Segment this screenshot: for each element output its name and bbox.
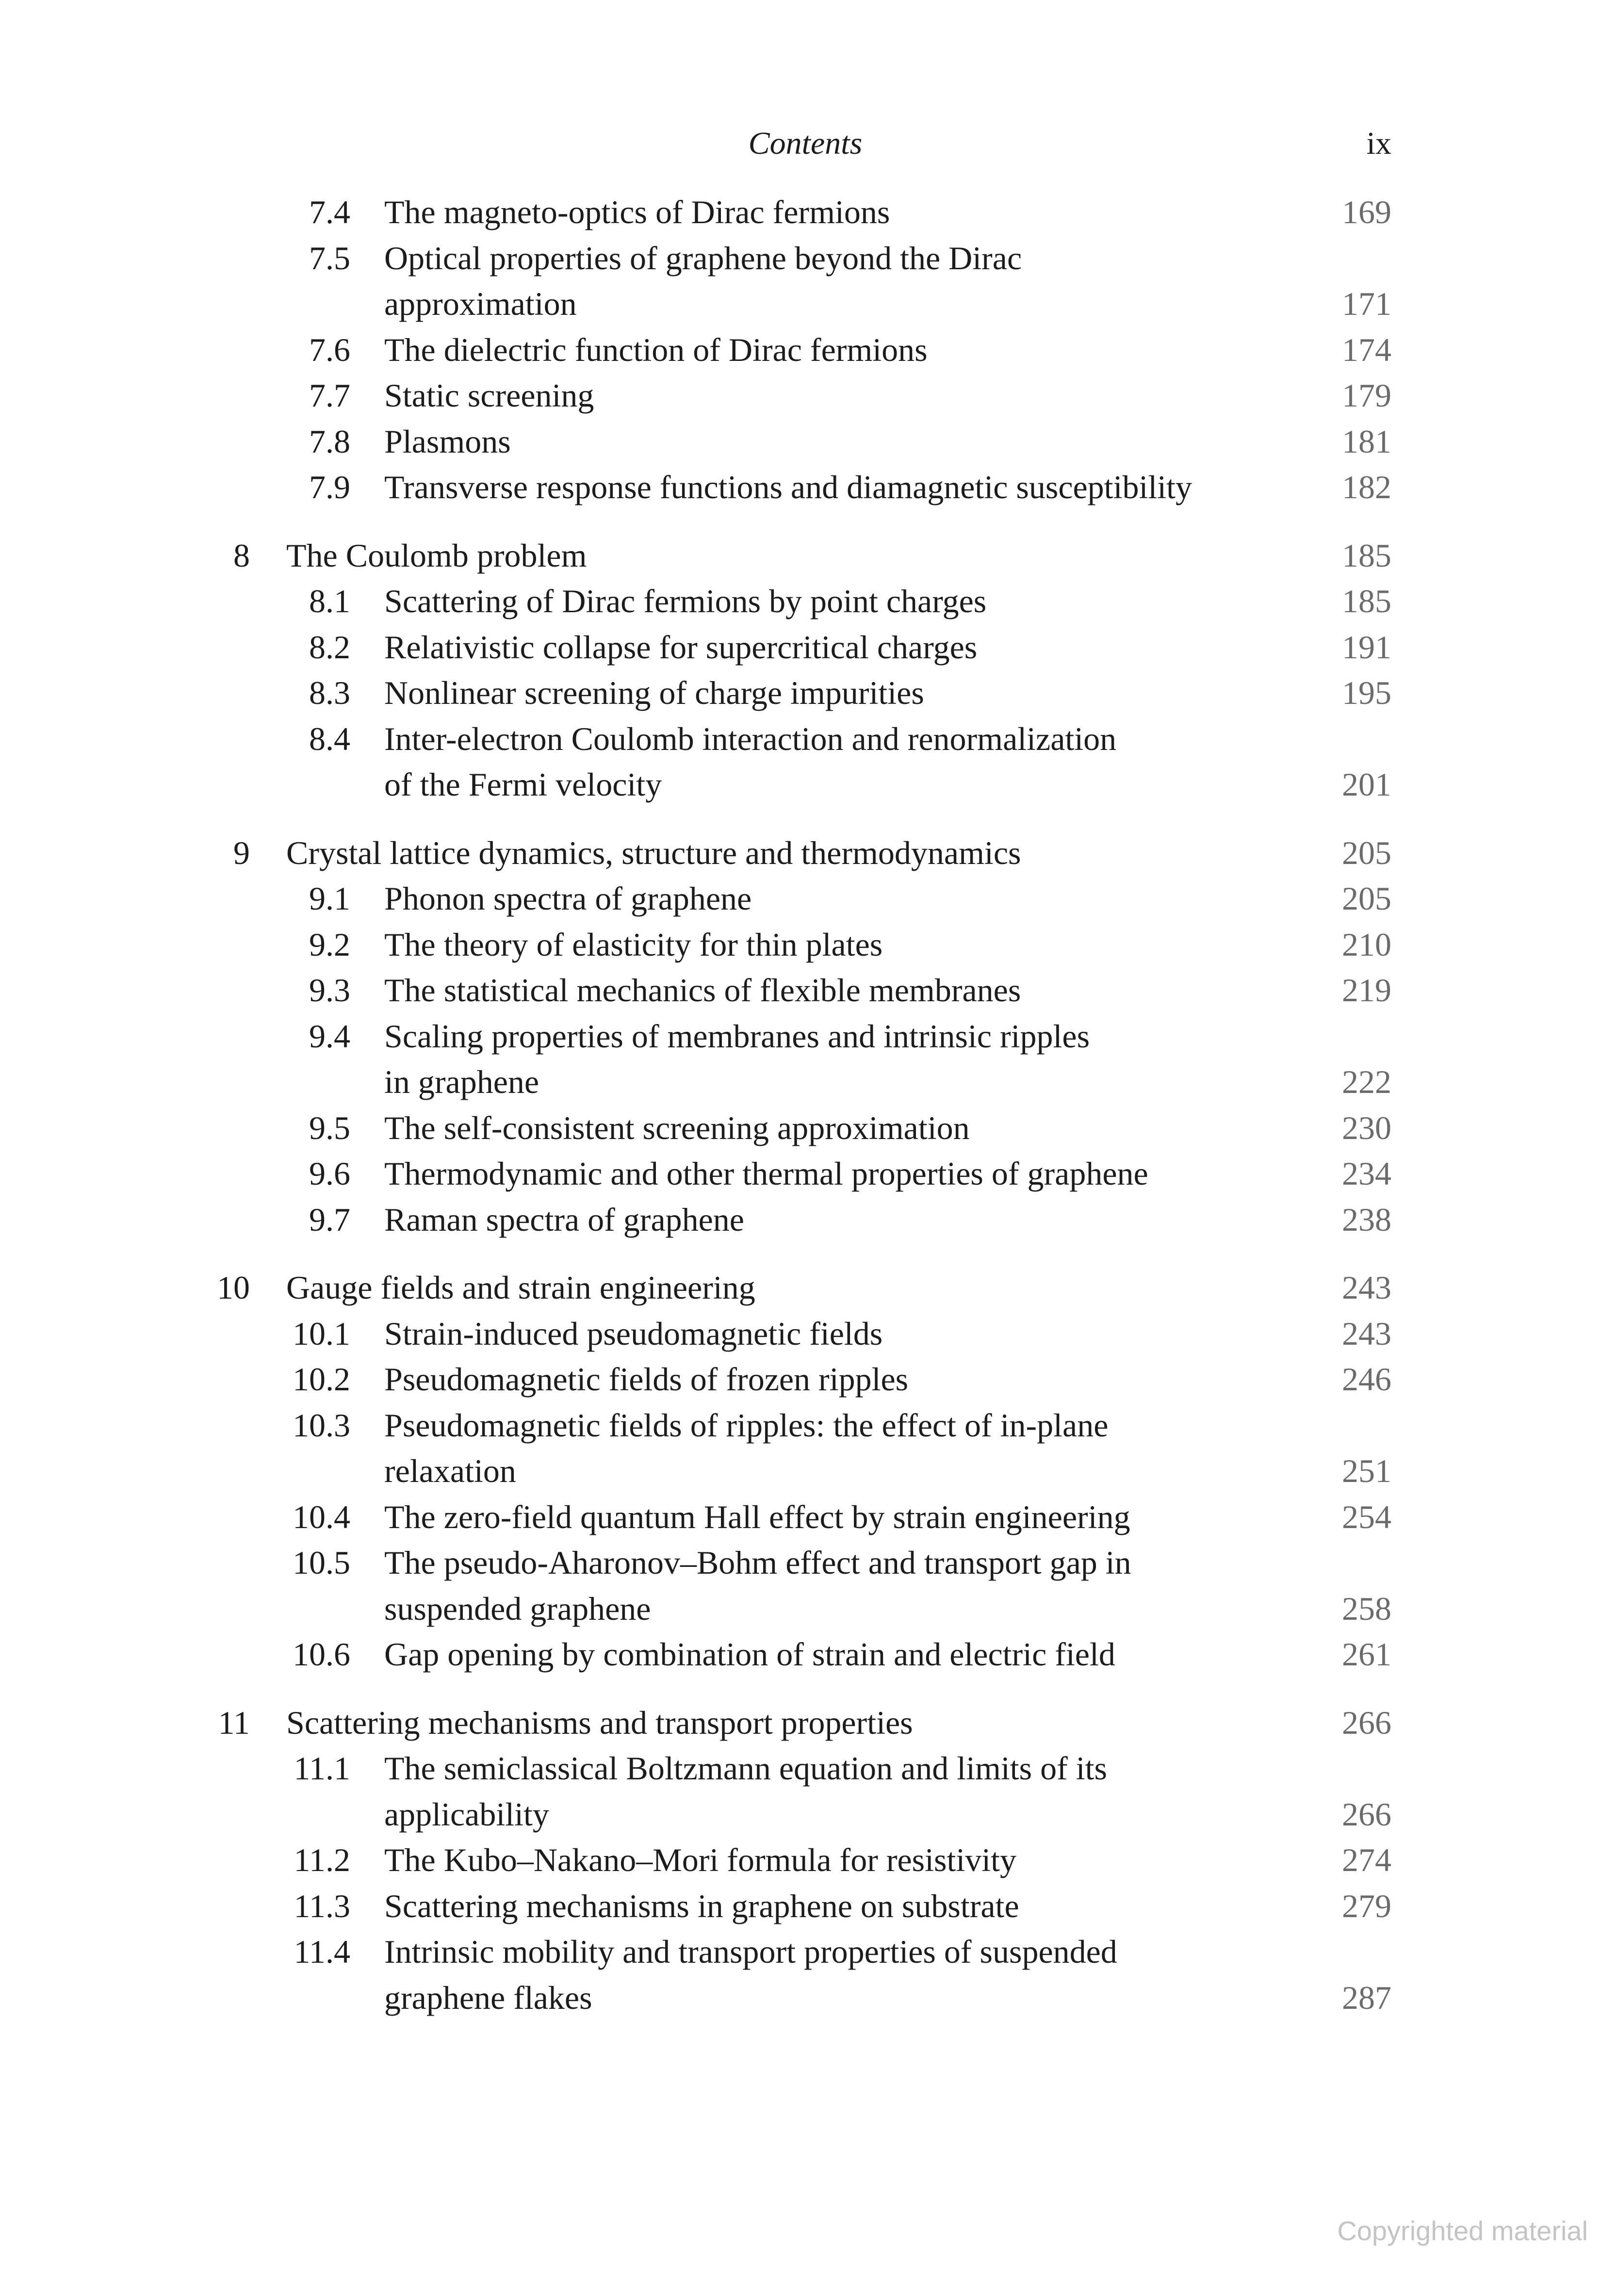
table-of-contents (0, 189, 1617, 2020)
chapter-number: 10 (217, 1269, 250, 1306)
section-number: 11.2 (294, 1841, 350, 1878)
chapter-title: Gauge fields and strain engineering (286, 1269, 755, 1306)
section-title-line: The zero-field quantum Hall effect by strain engineering (384, 1498, 1130, 1535)
section-number: 10.2 (293, 1361, 350, 1398)
section-number: 9.5 (309, 1109, 350, 1146)
toc-section-entry[interactable] (0, 1745, 1617, 1837)
section-title (384, 419, 1330, 465)
section-title-line: applicability (384, 1795, 549, 1833)
toc-chapter-entry[interactable] (0, 533, 1617, 579)
section-title (384, 1151, 1330, 1197)
section-number: 7.5 (309, 239, 350, 277)
section-page-number: 251 (1342, 1452, 1391, 1489)
section-title (384, 716, 1330, 808)
section-page-number: 279 (1342, 1887, 1391, 1924)
toc-chapter-block (0, 1265, 1617, 1677)
toc-section-entry[interactable] (0, 1540, 1617, 1631)
toc-section-entry[interactable] (0, 1837, 1617, 1883)
section-page-number: 195 (1342, 674, 1391, 711)
section-title (384, 1540, 1330, 1631)
section-page-number: 182 (1342, 469, 1391, 505)
chapter-title: Scattering mechanisms and transport properties (286, 1704, 913, 1741)
section-page-number: 191 (1342, 628, 1391, 666)
section-page-number: 258 (1342, 1590, 1391, 1627)
section-title (384, 235, 1330, 327)
toc-section-entry[interactable] (0, 922, 1617, 968)
toc-section-entry[interactable] (0, 876, 1617, 922)
section-title-line: Relativistic collapse for supercritical charges (384, 628, 978, 666)
section-title (384, 464, 1330, 510)
toc-section-entry[interactable] (0, 1929, 1617, 2020)
section-title (384, 1197, 1330, 1243)
section-title-line: The statistical mechanics of flexible membranes (384, 972, 1021, 1009)
toc-section-entry[interactable] (0, 1356, 1617, 1402)
section-number: 7.7 (309, 377, 350, 414)
toc-section-entry[interactable] (0, 1311, 1617, 1357)
section-number: 8.1 (309, 583, 350, 619)
section-title (384, 1356, 1330, 1402)
section-number: 8.2 (309, 628, 350, 666)
section-title-line: suspended graphene (384, 1590, 651, 1627)
section-title-line: Strain-induced pseudomagnetic fields (384, 1315, 883, 1352)
running-head (0, 125, 1617, 164)
toc-section-entry[interactable] (0, 624, 1617, 670)
chapter-page-number: 185 (1342, 537, 1391, 574)
section-title-line: The self-consistent screening approximation (384, 1109, 970, 1146)
toc-chapter-entry[interactable] (0, 1700, 1617, 1746)
section-number: 9.1 (309, 880, 350, 917)
section-page-number: 222 (1342, 1063, 1391, 1100)
toc-section-entry[interactable] (0, 716, 1617, 808)
toc-section-entry[interactable] (0, 967, 1617, 1013)
section-page-number: 243 (1342, 1315, 1391, 1352)
section-title (384, 189, 1330, 235)
section-number: 9.2 (309, 926, 350, 963)
section-page-number: 261 (1342, 1636, 1391, 1673)
section-title (384, 1631, 1330, 1677)
section-page-number: 238 (1342, 1201, 1391, 1238)
section-page-number: 201 (1342, 766, 1391, 803)
section-page-number: 205 (1342, 880, 1391, 917)
section-title-line: Plasmons (384, 423, 511, 460)
section-title (384, 1837, 1330, 1883)
section-page-number: 219 (1342, 972, 1391, 1009)
toc-section-entry[interactable] (0, 1151, 1617, 1197)
section-title (384, 1883, 1330, 1929)
section-title (384, 373, 1330, 419)
section-page-number: 181 (1342, 423, 1391, 460)
page-folio: ix (1366, 126, 1391, 161)
chapter-number: 11 (218, 1704, 250, 1741)
section-title-line: Inter-electron Coulomb interaction and renormalization (384, 720, 1117, 757)
section-title-line: Nonlinear screening of charge impurities (384, 674, 924, 711)
section-title-line: The theory of elasticity for thin plates (384, 926, 883, 963)
section-page-number: 179 (1342, 377, 1391, 414)
section-number: 11.4 (294, 1933, 350, 1970)
chapter-page-number: 205 (1342, 834, 1391, 871)
toc-section-entry[interactable] (0, 1105, 1617, 1151)
section-title-line: graphene flakes (384, 1979, 592, 2016)
section-page-number: 274 (1342, 1841, 1391, 1878)
section-title-line: Optical properties of graphene beyond the Dirac (384, 239, 1022, 277)
section-page-number: 246 (1342, 1361, 1391, 1398)
section-page-number: 210 (1342, 926, 1391, 963)
section-number: 10.6 (293, 1636, 350, 1673)
section-title-line: Gap opening by combination of strain and electric field (384, 1636, 1115, 1673)
toc-section-entry[interactable] (0, 578, 1617, 624)
section-title-line: in graphene (384, 1063, 539, 1100)
section-title (384, 1105, 1330, 1151)
toc-section-entry[interactable] (0, 373, 1617, 419)
toc-chapter-block (0, 533, 1617, 808)
toc-section-entry[interactable] (0, 464, 1617, 510)
section-page-number: 287 (1342, 1979, 1391, 2016)
section-title (384, 1929, 1330, 2020)
toc-section-entry[interactable] (0, 235, 1617, 327)
section-number: 8.4 (309, 720, 350, 757)
section-title (384, 1494, 1330, 1540)
section-title (384, 670, 1330, 716)
section-title-line: Pseudomagnetic fields of frozen ripples (384, 1361, 909, 1398)
section-title (384, 624, 1330, 670)
section-number: 7.9 (309, 469, 350, 505)
section-title (384, 1745, 1330, 1837)
toc-section-entry[interactable] (0, 1631, 1617, 1677)
section-title (384, 922, 1330, 968)
section-number: 11.1 (294, 1750, 350, 1787)
section-title-line: Scattering of Dirac fermions by point charges (384, 583, 987, 619)
section-title (384, 1311, 1330, 1357)
section-title-line: approximation (384, 285, 577, 322)
section-title-line: The dielectric function of Dirac fermions (384, 331, 928, 368)
section-number: 10.4 (293, 1498, 350, 1535)
chapter-title: Crystal lattice dynamics, structure and thermodynamics (286, 834, 1021, 871)
section-number: 10.1 (293, 1315, 350, 1352)
section-title-line: Scattering mechanisms in graphene on substrate (384, 1887, 1019, 1924)
section-page-number: 230 (1342, 1109, 1391, 1146)
section-page-number: 234 (1342, 1155, 1391, 1192)
section-title (384, 967, 1330, 1013)
toc-section-entry[interactable] (0, 1402, 1617, 1494)
section-title-line: Transverse response functions and diamagnetic susceptibility (384, 469, 1192, 505)
section-number: 9.6 (309, 1155, 350, 1192)
section-number: 9.7 (309, 1201, 350, 1238)
toc-chapter-continued (0, 189, 1617, 510)
section-title (384, 578, 1330, 624)
section-title-line: The semiclassical Boltzmann equation and limits of its (384, 1750, 1108, 1787)
toc-section-entry[interactable] (0, 1013, 1617, 1105)
section-number: 8.3 (309, 674, 350, 711)
toc-chapter-block (0, 830, 1617, 1243)
section-title-line: Intrinsic mobility and transport properties of suspended (384, 1933, 1117, 1970)
section-page-number: 171 (1342, 285, 1391, 322)
section-page-number: 185 (1342, 583, 1391, 619)
toc-section-entry[interactable] (0, 327, 1617, 373)
section-title (384, 1402, 1330, 1494)
section-number: 7.8 (309, 423, 350, 460)
section-page-number: 266 (1342, 1795, 1391, 1833)
section-number: 11.3 (294, 1887, 350, 1924)
chapter-page-number: 266 (1342, 1704, 1391, 1741)
chapter-number: 9 (233, 834, 250, 871)
toc-chapter-block (0, 1700, 1617, 2021)
toc-section-entry[interactable] (0, 1883, 1617, 1929)
section-title-line: Raman spectra of graphene (384, 1201, 744, 1238)
section-number: 7.4 (309, 194, 350, 230)
section-title-line: Thermodynamic and other thermal properties of graphene (384, 1155, 1148, 1192)
chapter-number: 8 (233, 537, 250, 574)
running-title: Contents (748, 126, 863, 161)
chapter-title: The Coulomb problem (286, 537, 587, 574)
section-title (384, 876, 1330, 922)
section-page-number: 254 (1342, 1498, 1391, 1535)
section-title-line: Static screening (384, 377, 594, 414)
section-title (384, 1013, 1330, 1105)
section-title-line: Phonon spectra of graphene (384, 880, 752, 917)
section-title-line: relaxation (384, 1452, 516, 1489)
toc-section-entry[interactable] (0, 1197, 1617, 1243)
toc-section-entry[interactable] (0, 419, 1617, 465)
chapter-page-number: 243 (1342, 1269, 1391, 1306)
section-number: 10.5 (293, 1544, 350, 1581)
section-title-line: Scaling properties of membranes and intrinsic ripples (384, 1017, 1090, 1055)
section-number: 10.3 (293, 1406, 350, 1444)
section-number: 9.4 (309, 1017, 350, 1055)
section-title-line: The magneto-optics of Dirac fermions (384, 194, 890, 230)
toc-chapter-entry[interactable] (0, 1265, 1617, 1311)
section-page-number: 174 (1342, 331, 1391, 368)
toc-section-entry[interactable] (0, 670, 1617, 716)
section-number: 7.6 (309, 331, 350, 368)
section-title-line: of the Fermi velocity (384, 766, 662, 803)
section-page-number: 169 (1342, 194, 1391, 230)
copyright-watermark: Copyrighted material (1337, 2215, 1588, 2246)
section-title-line: Pseudomagnetic fields of ripples: the effect of in-plane (384, 1406, 1109, 1444)
section-title-line: The pseudo-Aharonov–Bohm effect and transport gap in (384, 1544, 1131, 1581)
toc-section-entry[interactable] (0, 1494, 1617, 1540)
section-title-line: The Kubo–Nakano–Mori formula for resistivity (384, 1841, 1017, 1878)
section-number: 9.3 (309, 972, 350, 1009)
toc-chapter-entry[interactable] (0, 830, 1617, 876)
toc-section-entry[interactable] (0, 189, 1617, 235)
section-title (384, 327, 1330, 373)
